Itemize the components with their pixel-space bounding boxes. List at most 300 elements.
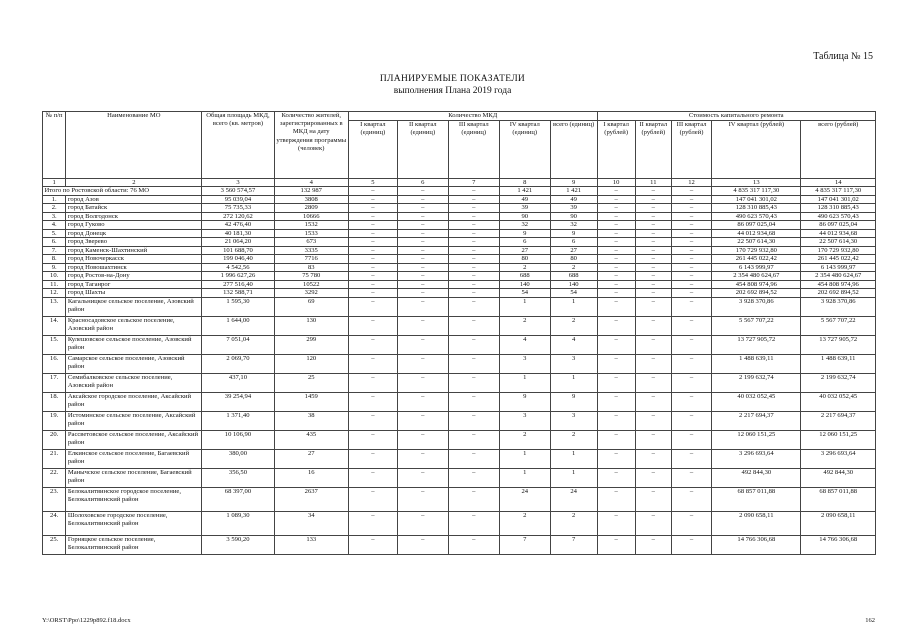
header-name: Наименование МО [66, 112, 202, 179]
cell-row-number: 14. [43, 316, 66, 335]
cell-area: 3 560 574,57 [202, 187, 274, 196]
table-row [43, 392, 876, 411]
cell-row-number: 25. [43, 535, 66, 554]
cell-q2-unit: – [397, 373, 448, 392]
cell-q3-unit: – [448, 392, 499, 411]
cell-mo-name: город Волгодонск [66, 212, 202, 221]
cell-q2-rub: – [635, 229, 671, 238]
cell-q1-rub: – [597, 468, 635, 487]
cell-q1-rub: – [597, 255, 635, 264]
cell-q1-unit: – [348, 289, 397, 298]
indicators-table [42, 111, 876, 555]
cell-area: 39 254,94 [202, 392, 274, 411]
cell-q1-rub: – [597, 430, 635, 449]
cell-q1-rub: – [597, 354, 635, 373]
footer-file-path: Y:\ORST\Ppo\1229p892.f18.docx [42, 617, 131, 624]
table-row [43, 280, 876, 289]
cell-area: 1 371,40 [202, 411, 274, 430]
cell-row-number: 20. [43, 430, 66, 449]
cell-q2-unit: – [397, 229, 448, 238]
cell-q3-unit: – [448, 297, 499, 316]
cell-q1-unit: – [348, 272, 397, 281]
cell-q2-unit: – [397, 468, 448, 487]
cell-mo-name: город Донецк [66, 229, 202, 238]
cell-q4-unit: 3 [499, 354, 550, 373]
cell-row-number: 4. [43, 221, 66, 230]
cell-q4-unit: 49 [499, 195, 550, 204]
cell-area: 1 644,00 [202, 316, 274, 335]
cell-q1-rub: – [597, 449, 635, 468]
cell-row-number: 9. [43, 263, 66, 272]
cell-q1-rub: – [597, 187, 635, 196]
cell-total-rub: 12 060 151,25 [801, 430, 876, 449]
document-subtitle: выполнения Плана 2019 года [393, 86, 512, 96]
cell-total-rub: 2 217 694,37 [801, 411, 876, 430]
cell-mo-name: город Шахты [66, 289, 202, 298]
cell-total-rub: 2 090 658,11 [801, 511, 876, 535]
cell-q3-rub: – [671, 487, 711, 511]
cell-q2-unit: – [397, 535, 448, 554]
cell-q1-unit: – [348, 449, 397, 468]
cell-residents: 7716 [274, 255, 348, 264]
cell-q2-unit: – [397, 511, 448, 535]
table-row [43, 204, 876, 213]
cell-q2-unit: – [397, 280, 448, 289]
cell-q2-unit: – [397, 272, 448, 281]
cell-q2-rub: – [635, 487, 671, 511]
column-number: 14 [801, 179, 876, 187]
cell-q2-rub: – [635, 392, 671, 411]
cell-residents: 673 [274, 238, 348, 247]
column-number: 12 [671, 179, 711, 187]
cell-total-unit: 1 [550, 297, 597, 316]
table-row [43, 468, 876, 487]
cell-total-unit: 1 421 [550, 187, 597, 196]
cell-q1-rub: – [597, 316, 635, 335]
header-area: Общая площадь МКД, всего (кв. метров) [202, 112, 274, 179]
cell-q2-rub: – [635, 255, 671, 264]
cell-q3-unit: – [448, 255, 499, 264]
table-row [43, 255, 876, 264]
cell-total-rub: 128 310 885,43 [801, 204, 876, 213]
cell-residents: 3292 [274, 289, 348, 298]
cell-area: 1 089,30 [202, 511, 274, 535]
cell-q4-unit: 9 [499, 229, 550, 238]
cell-q3-unit: – [448, 221, 499, 230]
cell-q2-unit: – [397, 449, 448, 468]
cell-residents: 133 [274, 535, 348, 554]
cell-q3-unit: – [448, 487, 499, 511]
cell-q1-rub: – [597, 212, 635, 221]
cell-total-unit: 39 [550, 204, 597, 213]
cell-q3-rub: – [671, 297, 711, 316]
cell-q4-unit: 54 [499, 289, 550, 298]
cell-q2-rub: – [635, 468, 671, 487]
cell-q4-rub: 13 727 905,72 [712, 335, 801, 354]
cell-row-number: 12. [43, 289, 66, 298]
cell-q1-unit: – [348, 297, 397, 316]
cell-total-rub: 68 857 011,88 [801, 487, 876, 511]
cell-residents: 3335 [274, 246, 348, 255]
cell-q3-rub: – [671, 221, 711, 230]
cell-q3-rub: – [671, 335, 711, 354]
cell-q3-rub: – [671, 449, 711, 468]
cell-q2-unit: – [397, 430, 448, 449]
document-title: ПЛАНИРУЕМЫЕ ПОКАЗАТЕЛИ [379, 74, 526, 84]
cell-q3-rub: – [671, 535, 711, 554]
cell-q4-rub: 2 199 632,74 [712, 373, 801, 392]
cell-q3-rub: – [671, 187, 711, 196]
cell-residents: 2809 [274, 204, 348, 213]
cell-q2-rub: – [635, 263, 671, 272]
cell-mo-name: Итого по Ростовской области: 76 МО [43, 187, 202, 196]
cell-mo-name: Истоминское сельское поселение, Аксайский район [66, 411, 202, 430]
cell-total-rub: 40 032 052,45 [801, 392, 876, 411]
cell-q1-rub: – [597, 229, 635, 238]
cell-q4-unit: 80 [499, 255, 550, 264]
cell-area: 356,50 [202, 468, 274, 487]
header-residents: Количество жителей, зарегистрированных в МКД на дату утверждения программы (человек) [274, 112, 348, 179]
cell-total-unit: 688 [550, 272, 597, 281]
cell-q4-unit: 1 [499, 373, 550, 392]
header-q4-unit: IV квартал (единиц) [499, 121, 550, 179]
header-q1-rub: I квартал (рублей) [597, 121, 635, 179]
cell-q3-rub: – [671, 430, 711, 449]
cell-row-number: 22. [43, 468, 66, 487]
cell-mo-name: Кагальницкое сельское поселение, Азовский район [66, 297, 202, 316]
cell-residents: 27 [274, 449, 348, 468]
table-row [43, 535, 876, 554]
cell-q3-unit: – [448, 449, 499, 468]
cell-q2-unit: – [397, 263, 448, 272]
cell-q2-unit: – [397, 255, 448, 264]
cell-q4-unit: 2 [499, 263, 550, 272]
header-cost-group: Стоимость капитального ремонта [597, 112, 875, 121]
cell-q2-unit: – [397, 392, 448, 411]
cell-q1-rub: – [597, 238, 635, 247]
cell-q4-rub: 147 041 301,02 [712, 195, 801, 204]
cell-q4-unit: 688 [499, 272, 550, 281]
cell-q1-unit: – [348, 280, 397, 289]
cell-mo-name: город Батайск [66, 204, 202, 213]
cell-q3-rub: – [671, 354, 711, 373]
header-q1-unit: I квартал (единиц) [348, 121, 397, 179]
cell-q4-unit: 32 [499, 221, 550, 230]
cell-q4-unit: 39 [499, 204, 550, 213]
cell-q1-unit: – [348, 204, 397, 213]
cell-row-number: 8. [43, 255, 66, 264]
cell-q4-rub: 170 729 932,80 [712, 246, 801, 255]
cell-q1-rub: – [597, 280, 635, 289]
cell-q4-unit: 90 [499, 212, 550, 221]
cell-q1-rub: – [597, 289, 635, 298]
cell-q3-rub: – [671, 238, 711, 247]
cell-total-unit: 80 [550, 255, 597, 264]
cell-q4-rub: 202 692 894,52 [712, 289, 801, 298]
cell-residents: 1533 [274, 229, 348, 238]
cell-total-rub: 2 199 632,74 [801, 373, 876, 392]
cell-q1-rub: – [597, 204, 635, 213]
cell-q2-unit: – [397, 204, 448, 213]
cell-residents: 69 [274, 297, 348, 316]
cell-area: 277 516,40 [202, 280, 274, 289]
cell-q3-unit: – [448, 335, 499, 354]
cell-q2-rub: – [635, 204, 671, 213]
cell-area: 75 735,33 [202, 204, 274, 213]
table-row [43, 187, 876, 196]
cell-q3-unit: – [448, 187, 499, 196]
cell-q2-unit: – [397, 221, 448, 230]
cell-total-unit: 49 [550, 195, 597, 204]
cell-total-rub: 13 727 905,72 [801, 335, 876, 354]
cell-q1-unit: – [348, 430, 397, 449]
cell-q3-rub: – [671, 280, 711, 289]
cell-mo-name: город Новочеркасск [66, 255, 202, 264]
cell-total-unit: 140 [550, 280, 597, 289]
column-number: 4 [274, 179, 348, 187]
header-total-rub: всего (рублей) [801, 121, 876, 179]
cell-q2-rub: – [635, 316, 671, 335]
cell-q4-unit: 1 421 [499, 187, 550, 196]
cell-residents: 132 987 [274, 187, 348, 196]
cell-q4-unit: 1 [499, 449, 550, 468]
table-row [43, 289, 876, 298]
cell-total-unit: 2 [550, 430, 597, 449]
table-row [43, 430, 876, 449]
cell-q1-rub: – [597, 272, 635, 281]
cell-area: 68 397,00 [202, 487, 274, 511]
cell-q2-rub: – [635, 238, 671, 247]
table-number-label: Таблица № 15 [813, 51, 873, 62]
cell-residents: 38 [274, 411, 348, 430]
cell-q3-unit: – [448, 246, 499, 255]
cell-q4-rub: 492 844,30 [712, 468, 801, 487]
cell-q4-rub: 2 090 658,11 [712, 511, 801, 535]
table-row [43, 373, 876, 392]
cell-q3-unit: – [448, 280, 499, 289]
cell-q1-rub: – [597, 411, 635, 430]
cell-row-number: 17. [43, 373, 66, 392]
cell-mo-name: Аксайское городское поселение, Аксайский район [66, 392, 202, 411]
cell-residents: 1532 [274, 221, 348, 230]
cell-total-rub: 86 097 025,04 [801, 221, 876, 230]
cell-q1-unit: – [348, 511, 397, 535]
table-row [43, 263, 876, 272]
cell-residents: 1459 [274, 392, 348, 411]
cell-row-number: 6. [43, 238, 66, 247]
table-row [43, 195, 876, 204]
cell-mo-name: город Новошахтинск [66, 263, 202, 272]
cell-q1-unit: – [348, 335, 397, 354]
cell-q1-unit: – [348, 392, 397, 411]
cell-mo-name: Белокалитвинское городское поселение, Белокалитвинский район [66, 487, 202, 511]
cell-mo-name: Горняцкое сельское поселение, Белокалитвинский район [66, 535, 202, 554]
cell-area: 2 069,70 [202, 354, 274, 373]
cell-q3-unit: – [448, 316, 499, 335]
header-mkd-group: Количество МКД [348, 112, 597, 121]
cell-q2-unit: – [397, 238, 448, 247]
cell-residents: 3808 [274, 195, 348, 204]
cell-row-number: 3. [43, 212, 66, 221]
cell-q2-unit: – [397, 411, 448, 430]
cell-total-unit: 2 [550, 511, 597, 535]
cell-q2-rub: – [635, 297, 671, 316]
table-row [43, 246, 876, 255]
cell-total-rub: 454 808 974,96 [801, 280, 876, 289]
header-q2-rub: II квартал (рублей) [635, 121, 671, 179]
cell-q3-rub: – [671, 373, 711, 392]
cell-q4-rub: 4 835 317 117,30 [712, 187, 801, 196]
cell-q4-rub: 6 143 999,97 [712, 263, 801, 272]
cell-mo-name: город Гуково [66, 221, 202, 230]
cell-total-unit: 9 [550, 229, 597, 238]
cell-q3-unit: – [448, 263, 499, 272]
table-row [43, 212, 876, 221]
cell-q1-unit: – [348, 246, 397, 255]
cell-total-unit: 1 [550, 449, 597, 468]
cell-total-rub: 2 354 480 624,67 [801, 272, 876, 281]
cell-q1-unit: – [348, 263, 397, 272]
cell-total-rub: 492 844,30 [801, 468, 876, 487]
cell-total-unit: 7 [550, 535, 597, 554]
cell-q4-rub: 2 217 694,37 [712, 411, 801, 430]
cell-total-rub: 6 143 999,97 [801, 263, 876, 272]
cell-area: 380,00 [202, 449, 274, 468]
cell-q3-rub: – [671, 392, 711, 411]
cell-total-rub: 202 692 894,52 [801, 289, 876, 298]
cell-residents: 2637 [274, 487, 348, 511]
cell-mo-name: Елкинское сельское поселение, Багаевский район [66, 449, 202, 468]
cell-q3-rub: – [671, 195, 711, 204]
cell-row-number: 19. [43, 411, 66, 430]
cell-area: 7 051,04 [202, 335, 274, 354]
cell-q4-unit: 1 [499, 297, 550, 316]
table-row [43, 511, 876, 535]
cell-q2-rub: – [635, 212, 671, 221]
cell-residents: 83 [274, 263, 348, 272]
column-number: 13 [712, 179, 801, 187]
column-number: 9 [550, 179, 597, 187]
cell-q1-unit: – [348, 468, 397, 487]
cell-area: 95 039,04 [202, 195, 274, 204]
cell-total-unit: 1 [550, 468, 597, 487]
cell-residents: 34 [274, 511, 348, 535]
cell-q4-rub: 44 012 934,68 [712, 229, 801, 238]
cell-q3-rub: – [671, 255, 711, 264]
cell-total-rub: 4 835 317 117,30 [801, 187, 876, 196]
cell-area: 40 181,30 [202, 229, 274, 238]
cell-total-unit: 27 [550, 246, 597, 255]
cell-q2-unit: – [397, 297, 448, 316]
cell-residents: 25 [274, 373, 348, 392]
cell-q3-rub: – [671, 263, 711, 272]
cell-q4-rub: 2 354 480 624,67 [712, 272, 801, 281]
cell-row-number: 24. [43, 511, 66, 535]
cell-total-unit: 24 [550, 487, 597, 511]
cell-total-rub: 44 012 934,68 [801, 229, 876, 238]
cell-q3-rub: – [671, 411, 711, 430]
column-number: 5 [348, 179, 397, 187]
column-number: 10 [597, 179, 635, 187]
table-row [43, 272, 876, 281]
footer-page-number: 162 [865, 617, 875, 624]
header-q3-unit: III квартал (единиц) [448, 121, 499, 179]
cell-q2-unit: – [397, 335, 448, 354]
cell-row-number: 13. [43, 297, 66, 316]
cell-q2-unit: – [397, 212, 448, 221]
column-number: 11 [635, 179, 671, 187]
cell-residents: 299 [274, 335, 348, 354]
cell-q1-unit: – [348, 221, 397, 230]
cell-q3-rub: – [671, 204, 711, 213]
cell-q1-unit: – [348, 487, 397, 511]
cell-area: 4 542,56 [202, 263, 274, 272]
cell-mo-name: город Ростов-на-Дону [66, 272, 202, 281]
cell-q4-rub: 22 507 614,30 [712, 238, 801, 247]
cell-row-number: 5. [43, 229, 66, 238]
cell-q4-rub: 3 928 370,86 [712, 297, 801, 316]
cell-total-rub: 490 623 570,43 [801, 212, 876, 221]
cell-q1-rub: – [597, 392, 635, 411]
cell-total-rub: 3 296 693,64 [801, 449, 876, 468]
column-number: 8 [499, 179, 550, 187]
cell-q2-rub: – [635, 449, 671, 468]
cell-q1-unit: – [348, 238, 397, 247]
cell-total-unit: 3 [550, 411, 597, 430]
column-number: 7 [448, 179, 499, 187]
cell-q3-unit: – [448, 411, 499, 430]
header-q2-unit: II квартал (единиц) [397, 121, 448, 179]
cell-q4-rub: 261 445 022,42 [712, 255, 801, 264]
cell-q2-rub: – [635, 187, 671, 196]
cell-total-rub: 5 567 707,22 [801, 316, 876, 335]
cell-q3-rub: – [671, 511, 711, 535]
table-row [43, 221, 876, 230]
cell-q2-rub: – [635, 272, 671, 281]
cell-q3-rub: – [671, 316, 711, 335]
column-number-row [43, 179, 876, 187]
cell-q4-unit: 3 [499, 411, 550, 430]
cell-q2-unit: – [397, 316, 448, 335]
cell-q3-unit: – [448, 511, 499, 535]
cell-row-number: 15. [43, 335, 66, 354]
table-row [43, 449, 876, 468]
cell-area: 272 120,62 [202, 212, 274, 221]
cell-q4-rub: 68 857 011,88 [712, 487, 801, 511]
cell-q1-rub: – [597, 263, 635, 272]
cell-q4-rub: 12 060 151,25 [712, 430, 801, 449]
cell-q3-unit: – [448, 238, 499, 247]
cell-q3-unit: – [448, 535, 499, 554]
cell-q1-unit: – [348, 229, 397, 238]
cell-q2-rub: – [635, 373, 671, 392]
table-row [43, 487, 876, 511]
cell-q3-rub: – [671, 212, 711, 221]
cell-q4-rub: 86 097 025,04 [712, 221, 801, 230]
cell-q1-unit: – [348, 195, 397, 204]
cell-q2-rub: – [635, 289, 671, 298]
cell-q1-rub: – [597, 535, 635, 554]
cell-q3-rub: – [671, 246, 711, 255]
cell-q1-rub: – [597, 246, 635, 255]
cell-q3-rub: – [671, 229, 711, 238]
cell-mo-name: Семибалковское сельское поселение, Азовский район [66, 373, 202, 392]
header-total-unit: всего (единиц) [550, 121, 597, 179]
header-num: № п/п [43, 112, 66, 179]
cell-row-number: 21. [43, 449, 66, 468]
cell-q4-rub: 14 766 306,68 [712, 535, 801, 554]
cell-area: 101 688,70 [202, 246, 274, 255]
